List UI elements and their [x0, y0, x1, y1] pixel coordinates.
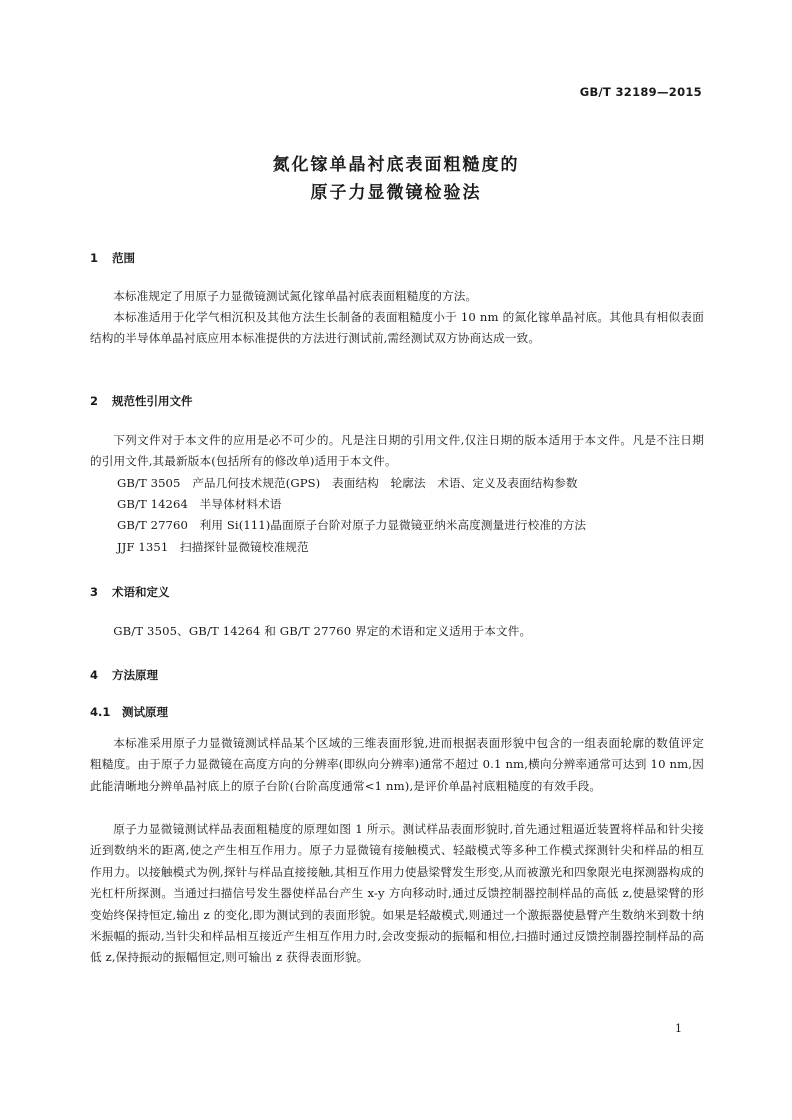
- subsection-4-1-heading: [90, 704, 168, 720]
- section-3-paragraph-1: GB/T 3505、GB/T 14264 和 GB/T 27760 界定的术语和定义适用于本文件。: [113, 624, 532, 638]
- normative-reference-item: GB/T 3505 产品几何技术规范(GPS) 表面结构 轮廓法 术语、定义及表面结构参数: [117, 476, 578, 490]
- document-title-line1: 氮化镓单晶衬底表面粗糙度的: [272, 155, 520, 175]
- section-1-heading: [90, 250, 135, 266]
- page-number: 1: [675, 1022, 682, 1035]
- section-title: 规范性引用文件: [112, 394, 193, 408]
- standard-code: GB/T 32189—2015: [579, 85, 702, 99]
- section-number: 3: [90, 585, 99, 599]
- document-title-line2: 原子力显微镜检验法: [310, 183, 482, 203]
- section-title: 范围: [112, 251, 135, 265]
- subsection-4-1-paragraph-2: 原子力显微镜测试样品表面粗糙度的原理如图 1 所示。测试样品表面形貌时,首先通过粗逼近装置将样品和针尖接近到数纳米的距离,使之产生相互作用力。原子力显微镜有接触模式、轻敲模式等多种工作模式探测针尖和样品的相互作用力。以接触模式为例,探针与样品直接接触,其相互作用力使悬梁臂发生形变,从而被激光和四象限光电探测器构成的光杠杆所探测。当通过扫描信号发生器使样品台产生 x-y 方向移动时,通过反馈控制器控制样品的高低 z,使悬梁臂的形变始终保持恒定,输出 z 的变化,即为测试到的表面形貌。如果是轻敲模式,则通过一个激振器使悬臂产生数纳米到数十纳米振幅的振动,当针尖和样品相互接近产生相互作用力时,会改变振动的振幅和相位,扫描时通过反馈控制器控制样品的高低 z,保持振动的振幅恒定,则可输出 z 获得表面形貌。: [90, 822, 704, 965]
- section-number: 2: [90, 394, 99, 408]
- section-3-heading: [90, 584, 170, 600]
- section-1-paragraph-1: 本标准规定了用原子力显微镜测试氮化镓单晶衬底表面粗糙度的方法。: [113, 289, 478, 303]
- section-title: 术语和定义: [112, 585, 170, 599]
- section-number: 1: [90, 251, 99, 265]
- section-title: 方法原理: [112, 668, 158, 682]
- normative-reference-item: GB/T 14264 半导体材料术语: [117, 497, 282, 511]
- section-2-heading: [90, 393, 193, 409]
- normative-reference-item: GB/T 27760 利用 Si(111)晶面原子台阶对原子力显微镜亚纳米高度测量进行校准的方法: [117, 518, 587, 532]
- section-number: 4: [90, 668, 99, 682]
- subsection-title: 测试原理: [122, 705, 168, 719]
- subsection-4-1-paragraph-1: 本标准采用原子力显微镜测试样品某个区域的三维表面形貌,进而根据表面形貌中包含的一组表面轮廓的数值评定粗糙度。由于原子力显微镜在高度方向的分辨率(即纵向分辨率)通常不超过 0.1 nm,横向分辨率通常可达到 10 nm,因此能清晰地分辨单晶衬底上的原子台阶(台阶高度通常<1 nm),是评价单晶衬底粗糙度的有效手段。: [90, 736, 704, 793]
- subsection-number: 4.1: [90, 705, 111, 719]
- section-4-heading: [90, 667, 158, 683]
- normative-reference-item: JJF 1351 扫描探针显微镜校准规范: [117, 540, 309, 554]
- section-1-paragraph-2: 本标准适用于化学气相沉积及其他方法生长制备的表面粗糙度小于 10 nm 的氮化镓单晶衬底。其他具有相似表面结构的半导体单晶衬底应用本标准提供的方法进行测试前,需经测试双方协商达成一致。: [90, 310, 704, 346]
- section-2-paragraph-1: 下列文件对于本文件的应用是必不可少的。凡是注日期的引用文件,仅注日期的版本适用于本文件。凡是不注日期的引用文件,其最新版本(包括所有的修改单)适用于本文件。: [90, 433, 704, 469]
